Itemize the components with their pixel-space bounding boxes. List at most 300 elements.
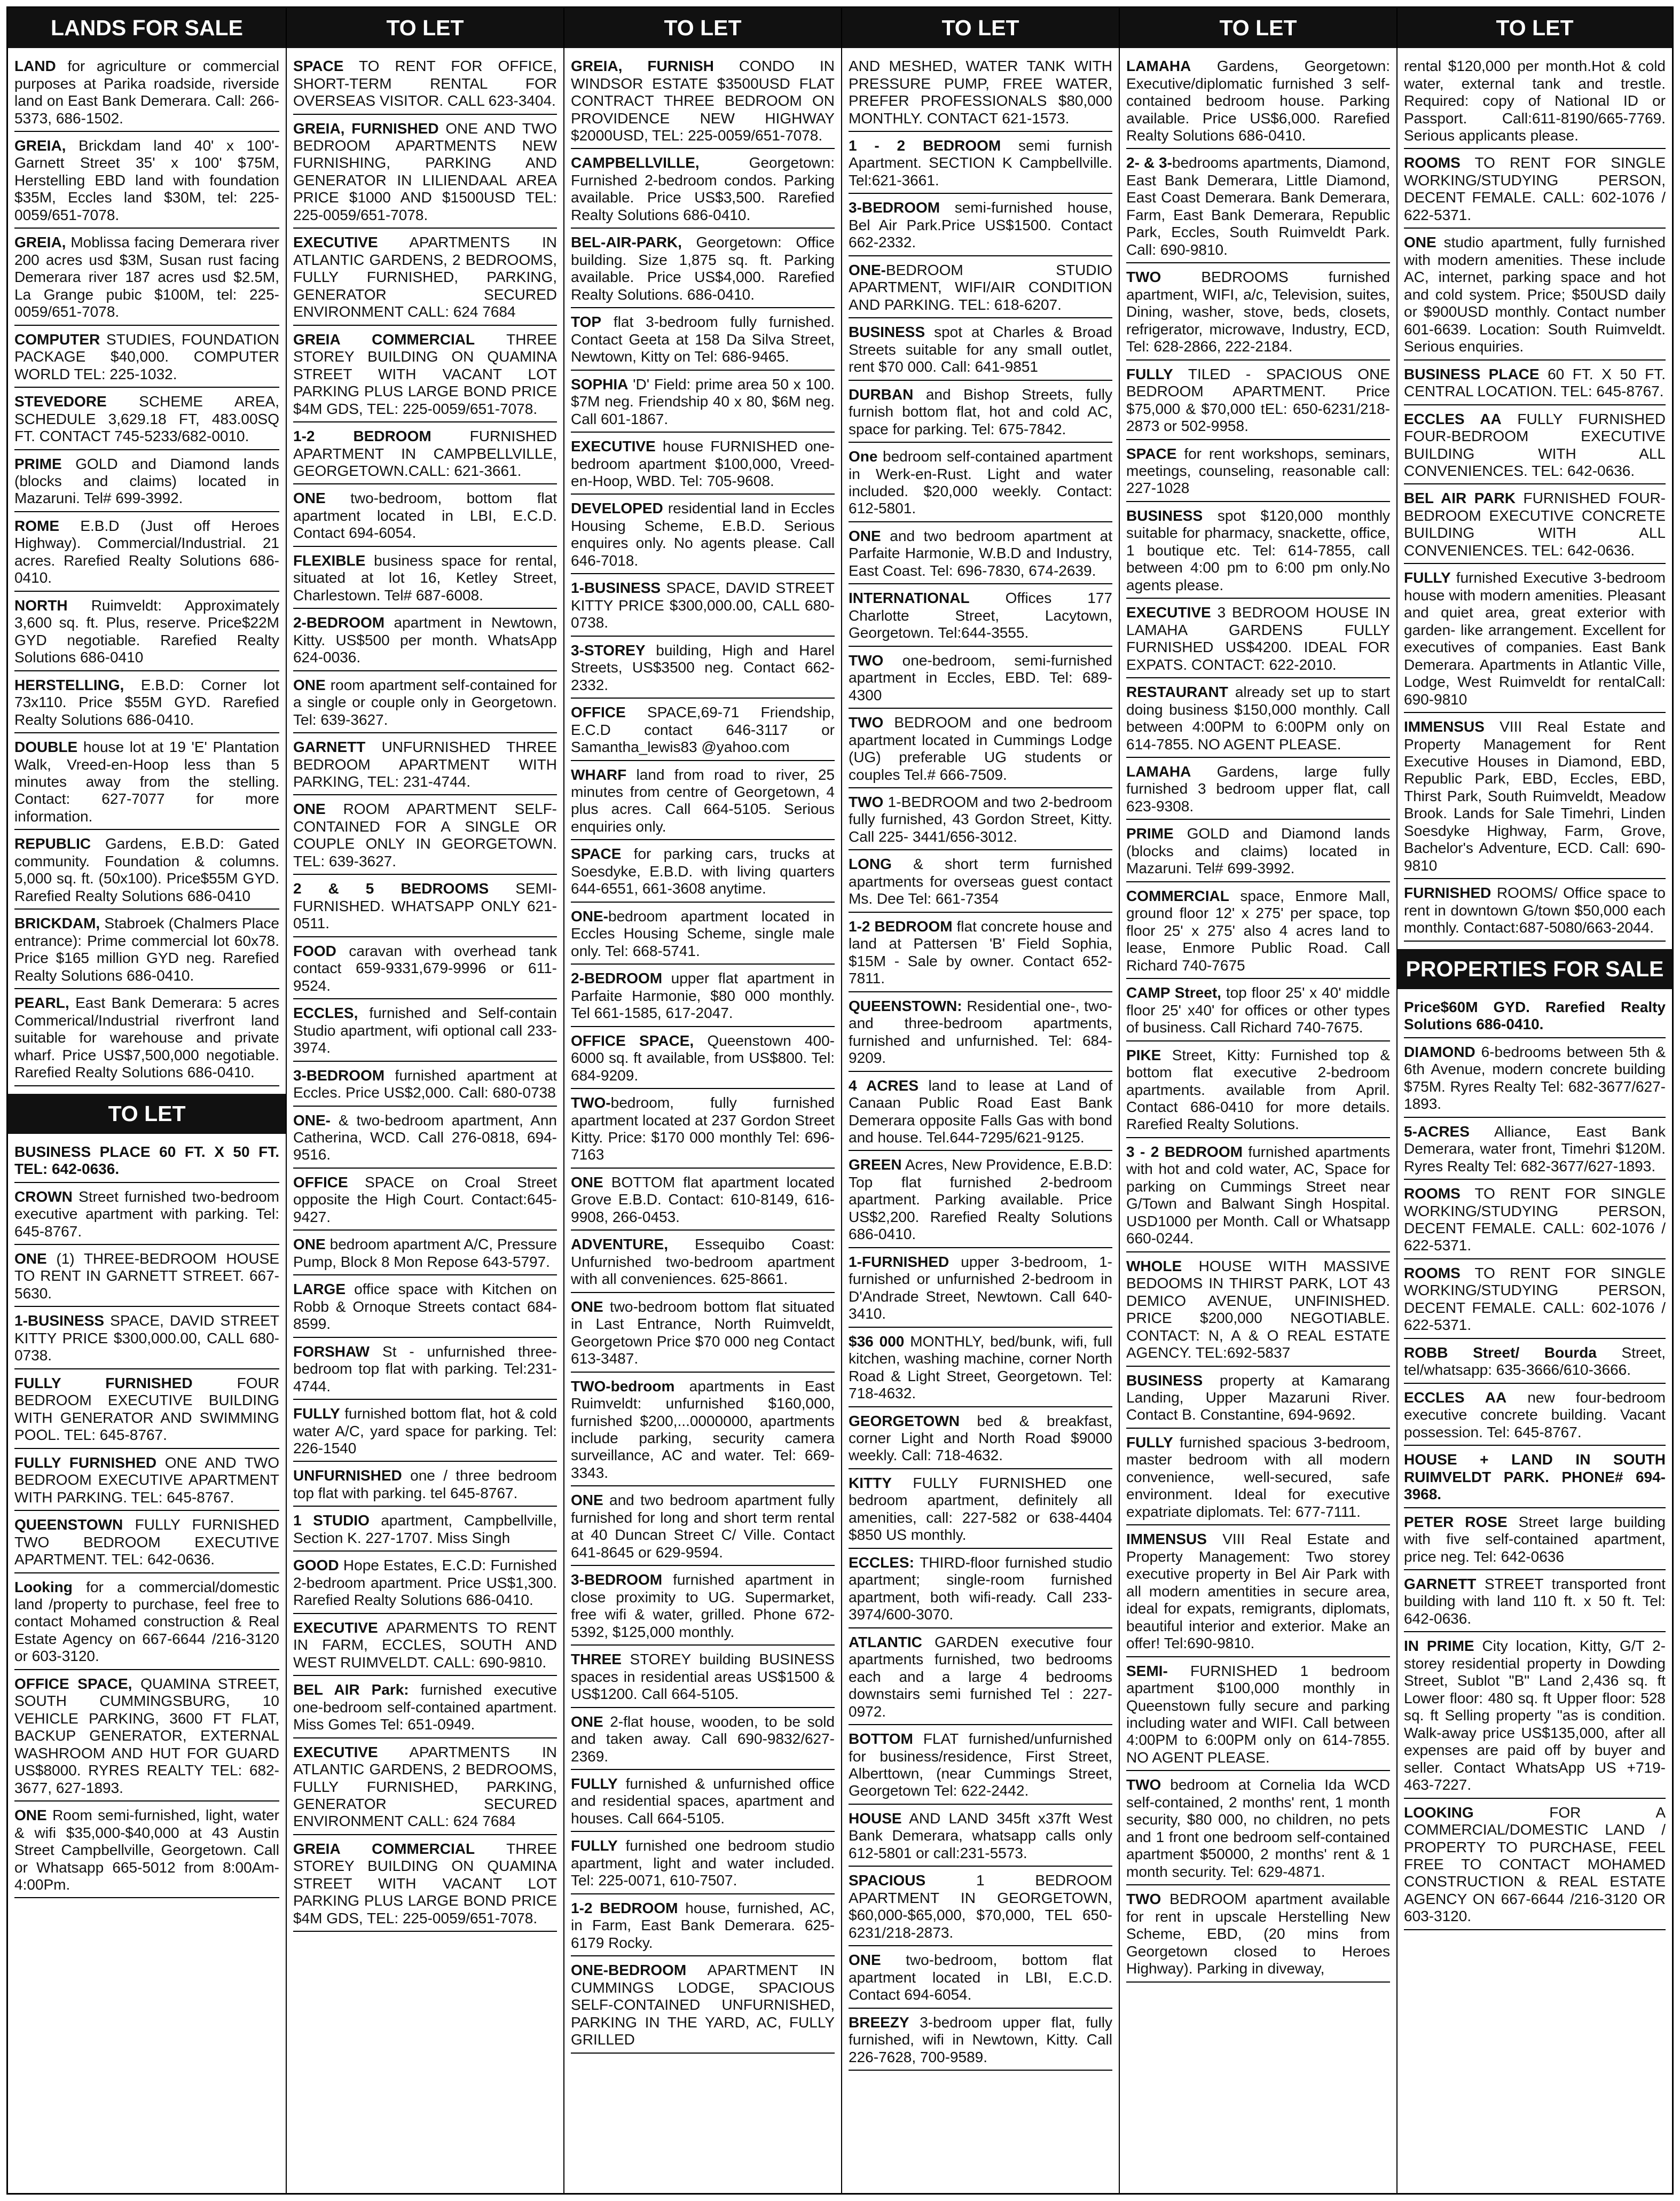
ad-lead: ROOMS	[1404, 1185, 1461, 1202]
ad-text: office space with Kitchen on Robb & Ornoque Streets contact 684-8599.	[293, 1281, 557, 1333]
classified-ad	[571, 1711, 835, 1770]
ad-text: TO RENT FOR SINGLE WORKING/STUDYING PERSON, DECENT FEMALE. CALL: 602-1076 / 622-5371.	[1404, 154, 1666, 223]
ad-text: GOLD and Diamond lands (blocks and claims) located in Mazaruni. Tel# 699-3992.	[14, 455, 279, 507]
classified-ad	[293, 1617, 557, 1676]
ad-text: APARTMENTS IN ATLANTIC GARDENS, 2 BEDROOMS, FULLY FURNISHED, PARKING, GENERATOR SECURED ENVIRONMENT CALL: 624 7684	[293, 234, 557, 320]
classified-ad	[293, 329, 557, 422]
ad-text: Street, tel/whatsapp: 635-3666/610-3666.	[1404, 1344, 1666, 1378]
ad-lead: SPACE	[293, 58, 344, 75]
ad-lead: $36 000	[849, 1333, 905, 1350]
classified-ad	[14, 232, 279, 325]
classified-ad	[571, 1172, 835, 1231]
ad-text: SPACE, DAVID STREET KITTY PRICE $300,000.00, CALL 680-0738.	[571, 579, 835, 631]
ad-lead: STEVEDORE	[14, 393, 107, 410]
classified-ad	[571, 1234, 835, 1293]
classified-ad	[571, 311, 835, 370]
classified-ad	[1126, 1256, 1390, 1367]
ad-text: apartment in Newtown, Kitty. US$500 per month. WhatsApp 624-0036.	[293, 614, 557, 666]
ad-lead: 1-2 BEDROOM	[293, 428, 431, 445]
classified-ad	[14, 1141, 279, 1183]
ad-text: for parking cars, trucks at Soesdyke, E.B.D. with living quarters 644-6551, 661-3608 anytime.	[571, 845, 835, 897]
ad-lead: SPACE	[1126, 445, 1177, 462]
ad-lead: ONE-	[571, 907, 608, 925]
ad-text: FLAT furnished/unfurnished for business/residence, First Street, Alberttown, (near Cummings Street, Georgetown Tel: 622-2442.	[849, 1730, 1112, 1799]
ad-text: bedroom apartment A/C, Pressure Pump, Block 8 Mon Repose 643-5797.	[293, 1236, 557, 1270]
ad-text: FULLY FURNISHED FOUR-BEDROOM EXECUTIVE BUILDING WITH ALL CONVENIENCES. TEL: 642-0636.	[1404, 410, 1666, 479]
ad-text: furnished and Self-contain Studio apartment, wifi optional call 233-3974.	[293, 1005, 557, 1056]
ad-text: BEDROOM STUDIO APARTMENT, WIFI/AIR CONDITION AND PARKING. TEL: 618-6207.	[849, 261, 1112, 313]
classified-ad	[1404, 1263, 1666, 1339]
classified-ad	[571, 1030, 835, 1089]
ad-lead: 3-BEDROOM	[571, 1571, 663, 1588]
ad-text: Essequibo Coast: Unfurnished two-bedroom apartment with all conveniences. 625-8661.	[571, 1236, 835, 1288]
classified-ad	[571, 1773, 835, 1832]
ad-lead: HOUSE	[849, 1810, 902, 1827]
ad-lead: FLEXIBLE	[293, 552, 366, 569]
classified-ad	[571, 1898, 835, 1956]
classified-ad	[571, 764, 835, 841]
ad-lead: ONE	[293, 801, 326, 818]
classified-ad	[849, 853, 1112, 912]
ad-text: furnished executive one-bedroom self-contained apartment. Miss Gomes Tel: 651-0949.	[293, 1681, 557, 1733]
classified-ad	[1404, 567, 1666, 713]
classified-ad	[293, 612, 557, 671]
ad-text: for rent workshops, seminars, meetings, counseling, reasonable call: 227-1028	[1126, 445, 1390, 497]
classified-ad	[849, 135, 1112, 194]
ad-text: Alliance, East Bank Demerara, water front, Timehri $120M. Ryres Realty Tel: 682-3677/627-1893.	[1404, 1123, 1666, 1174]
classified-ad	[293, 1838, 557, 1932]
ad-lead: ONE	[293, 490, 326, 507]
classified-ad	[849, 526, 1112, 584]
ad-text: bedroom at Cornelia Ida WCD self-contained, 2 months' rent, 1 month security, $80 000, no children, no pets and 1 front one bedroom self-contained apartment $50000, 2 months' rent & 1 month security. Tel: 629-4871.	[1126, 1776, 1390, 1880]
ad-text: Street, Kitty: Furnished top & bottom flat executive 2-bedroom apartments. available from April. Contact 686-0410 for more details. Rarefied Realty Solutions.	[1126, 1046, 1390, 1133]
ad-text: THIRD-floor furnished studio apartment; single-room furnished apartment, both wifi-ready. Call 233-3974/600-3070.	[849, 1554, 1112, 1623]
ad-text: new four-bedroom executive concrete building. Vacant possession. Tel: 645-8767.	[1404, 1389, 1666, 1440]
ad-lead: RESTAURANT	[1126, 684, 1228, 701]
ad-text: Ruimveldt: Approximately 3,600 sq. ft. Plus, reserve. Price$22M GYD negotiable. Rarefied Realty Solutions 686-0410	[14, 597, 279, 666]
ad-lead: ROOMS	[1404, 154, 1461, 171]
ad-text: Street large building with five self-contained apartment, price neg. Tel: 642-0636	[1404, 1513, 1666, 1565]
section-header: TO LET	[842, 8, 1119, 48]
classified-ad	[14, 737, 279, 830]
section-header: TO LET	[564, 8, 841, 48]
ad-text: & short term furnished apartments for overseas guest contact Ms. Dee Tel: 661-7354	[849, 856, 1112, 907]
classified-ad	[1126, 982, 1390, 1041]
classified-ad	[1404, 409, 1666, 485]
ad-text: land to lease at Land of Canaan Public Road East Bank Demerara opposite Falls Gas with bond and house. Tel.644-7295/621-9125.	[849, 1077, 1112, 1146]
ad-lead: Price$60M GYD. Rarefied Realty Solutions 686-0410.	[1404, 998, 1666, 1033]
classified-ad	[849, 1870, 1112, 1946]
ad-lead: BOTTOM	[849, 1730, 913, 1748]
ad-text: FURNISHED FOUR-BEDROOM EXECUTIVE CONCRETE BUILDING WITH ALL CONVENIENCES. TEL: 642-0636.	[1404, 490, 1666, 559]
classified-ad	[1126, 682, 1390, 758]
ad-text: apartments in East Ruimveldt: unfurnished $160,000, furnished $200,...0000000, apartments include parking, security camera surveillance, AC and water. Tel: 669-3343.	[571, 1377, 835, 1481]
ad-lead: KITTY	[849, 1474, 892, 1491]
ad-lead: ATLANTIC	[849, 1633, 922, 1650]
ad-lead: BUSINESS PLACE 60 FT. X 50 FT. TEL: 642-0636.	[14, 1143, 279, 1178]
section-header: TO LET	[8, 1094, 286, 1134]
ad-text: 3 BEDROOM HOUSE IN LAMAHA GARDENS FULLY FURNISHED US$4200. IDEAL FOR EXPATS. CONTACT: 622-2010.	[1126, 604, 1390, 673]
ad-text: apartment, Campbellville, Section K. 227-1707. Miss Singh	[293, 1512, 557, 1546]
ad-text: MONTHLY, bed/bunk, wifi, full kitchen, washing machine, corner North Road & Light Street, Georgetown. Tel: 718-4632.	[849, 1333, 1112, 1402]
ad-text: for agriculture or commercial purposes at Parika roadside, riverside land on East Bank Demerara. Call: 266-5373, 686-1502.	[14, 58, 279, 127]
classified-ad	[571, 1490, 835, 1566]
ad-lead: TWO-	[571, 1094, 611, 1111]
classified-ad	[1404, 1449, 1666, 1508]
ad-lead: FOOD	[293, 942, 336, 959]
ad-text: & two-bedroom apartment, Ann Catherina, WCD. Call 276-0818, 694-9516.	[293, 1111, 557, 1163]
ad-text: room apartment self-contained for a single or couple only in Georgetown. Tel: 639-3627.	[293, 676, 557, 728]
ad-text: furnished apartment in close proximity to UG. Supermarket, free wifi & water, grilled. Phone 672-5392, $125,000 monthly.	[571, 1571, 835, 1640]
ad-text: SCHEME AREA, SCHEDULE 3,629.18 FT, 483.00SQ FT. CONTACT 745-5233/682-0010.	[14, 393, 279, 445]
ad-lead: EXECUTIVE	[293, 1619, 378, 1636]
ad-lead: TWO	[849, 714, 884, 731]
ad-lead: LAMAHA	[1126, 58, 1191, 75]
ad-lead: GREIA,	[14, 234, 66, 251]
ad-lead: SPACIOUS	[849, 1872, 926, 1889]
classified-ad	[293, 1510, 557, 1552]
classified-ad	[571, 1835, 835, 1894]
classified-ad	[849, 260, 1112, 318]
ad-lead: GARNETT	[293, 739, 366, 756]
ad-lead: ECCLES AA	[1404, 410, 1502, 427]
ad-lead: TWO	[849, 652, 884, 669]
ad-text: semi-furnished house, Bel Air Park.Price US$1500. Contact 662-2332.	[849, 199, 1112, 251]
ad-lead: ONE-	[849, 261, 886, 278]
classified-ad	[1404, 1121, 1666, 1180]
classified-ad	[849, 588, 1112, 646]
classified-ad	[849, 384, 1112, 443]
ad-text: Offices 177 Charlotte Street, Lacytown, Georgetown. Tel:644-3555.	[849, 590, 1112, 641]
classified-ad	[849, 2012, 1112, 2071]
ad-text: BEDROOMS furnished apartment, WIFI, a/c, Television, suites, Dining, washer, stove, beds, closets, refrigerator, microwave, Industry, ECD, Tel: 628-2866, 222-2184.	[1126, 269, 1390, 355]
classified-ad	[849, 1472, 1112, 1549]
classified-ad	[1404, 1802, 1666, 1930]
classified-ad	[849, 197, 1112, 256]
ad-text: TO RENT FOR OFFICE, SHORT-TERM RENTAL FOR OVERSEAS VISITOR. CALL 623-3404.	[293, 58, 557, 109]
ad-lead: CAMPBELLVILLE,	[571, 154, 700, 171]
ad-lead: GEORGETOWN	[849, 1412, 960, 1429]
ad-text: STOREY building BUSINESS spaces in residential areas US$1500 & US$1200. Call 664-5105.	[571, 1651, 835, 1703]
ad-lead: COMMERCIAL	[1126, 887, 1229, 904]
classified-ad	[849, 1331, 1112, 1407]
ad-text: FOR A COMMERCIAL/DOMESTIC LAND / PROPERTY TO PURCHASE, FEEL FREE TO CONTACT MOHAMED CONSTRUCTION & REAL ESTATE AGENCY ON 667-6644 /216-3120 OR 603-3120.	[1404, 1804, 1666, 1925]
ad-lead: FULLY	[293, 1405, 340, 1422]
classified-ad	[293, 1465, 557, 1507]
classified-ad	[571, 1376, 835, 1487]
classified-ad	[293, 1679, 557, 1738]
classified-ad	[293, 941, 557, 999]
classified-ad	[14, 56, 279, 132]
ad-lead: ADVENTURE,	[571, 1236, 669, 1253]
ad-lead: WHOLE	[1126, 1257, 1182, 1274]
ad-text: TILED - SPACIOUS ONE BEDROOM APARTMENT. Price $75,000 & $70,000 tEL: 650-6231/218-2873 or 502-9958.	[1126, 365, 1390, 435]
ad-lead: FULLY	[1126, 1434, 1173, 1451]
ad-text: caravan with overhead tank contact 659-9331,679-9996 or 611-9524.	[293, 942, 557, 994]
ad-lead: OFFICE	[571, 704, 626, 721]
ad-text: FURNISHED APARTMENT IN CAMPBELLVILLE, GEORGETOWN.CALL: 621-3661.	[293, 428, 557, 479]
ad-lead: REPUBLIC	[14, 835, 91, 852]
classified-ad	[1126, 761, 1390, 820]
classified-ad	[14, 992, 279, 1086]
classified-ad	[571, 152, 835, 229]
ad-text: BEDROOM apartment available for rent in upscale Herstelling New Scheme, EBD, (20 mins from Georgetown closed to Heroes Highway). Parking in diveway,	[1126, 1891, 1390, 1977]
ad-lead: NORTH	[14, 597, 68, 614]
ad-text: SPACE,69-71 Friendship, E.C.D contact 646-3117 or Samantha_lewis83 @yahoo.com	[571, 704, 835, 756]
ad-lead: BUSINESS	[849, 324, 925, 341]
ad-lead: LAMAHA	[1126, 763, 1191, 780]
ad-text: FOUR BEDROOM EXECUTIVE BUILDING WITH GENERATOR AND SWIMMING POOL. TEL: 645-8767.	[14, 1374, 280, 1444]
classified-ad	[293, 426, 557, 484]
ad-lead: HOUSE + LAND IN SOUTH RUIMVELDT PARK. PHONE# 694-3968.	[1404, 1451, 1666, 1503]
ad-text: TO RENT FOR SINGLE WORKING/STUDYING PERSON, DECENT FEMALE. CALL: 602-1076 / 622-5371.	[1404, 1185, 1666, 1254]
ad-text: ONE AND TWO BEDROOM EXECUTIVE APARTMENT WITH PARKING. TEL: 645-8767.	[14, 1454, 280, 1506]
classified-ad	[849, 712, 1112, 788]
classified-ad	[849, 916, 1112, 992]
ad-text: 1-BEDROOM and two 2-bedroom fully furnished, 43 Gordon Street, Kitty. Call 225- 3441/656-3012.	[849, 794, 1112, 845]
ad-text: furnished apartment at Eccles. Price US$2,000. Call: 680-0738	[293, 1067, 557, 1101]
classified-ad	[1404, 364, 1666, 405]
classified-ad	[1126, 1141, 1390, 1252]
section-header: TO LET	[287, 8, 563, 48]
classified-ad	[571, 436, 835, 495]
ad-lead: BEL AIR PARK	[1404, 490, 1516, 507]
ad-lead: FULLY	[571, 1775, 618, 1792]
classified-ad	[1404, 56, 1666, 149]
ad-text: upper 3-bedroom, 1-furnished or unfurnished 2-bedroom in D'Andrade Street, Newtown. Call 640-3410.	[849, 1253, 1112, 1322]
ad-text: GARDEN executive four apartments furnished, two bedrooms each and a large 4 bedrooms downstairs semi furnished Tel : 227-0972.	[849, 1633, 1112, 1720]
section-header: TO LET	[1120, 8, 1396, 48]
ad-lead: OFFICE SPACE,	[14, 1675, 132, 1692]
ad-lead: 1 STUDIO	[293, 1512, 370, 1529]
ad-lead: ECCLES AA	[1404, 1389, 1507, 1406]
classified-ad	[1404, 997, 1666, 1038]
classified-ad	[1126, 1432, 1390, 1525]
ad-text: 1 BEDROOM APARTMENT IN GEORGETOWN, $60,000-$65,000, $70,000, TEL 650-6231/218-2873.	[849, 1872, 1112, 1941]
classified-ad	[571, 1092, 835, 1169]
classified-ad	[1126, 886, 1390, 979]
ad-text: Georgetown: Furnished 2-bedroom condos. Parking available. Price US$3,500. Rarefied Realty Solutions 686-0410.	[571, 154, 835, 223]
ad-lead: ONE	[571, 1298, 603, 1315]
classified-ad	[293, 1002, 557, 1061]
ad-text: Queenstown 400-6000 sq. ft available, from US$800. Tel: 684-9209.	[571, 1032, 835, 1084]
ad-lead: GREEN	[849, 1156, 902, 1173]
ad-lead: BEL-AIR-PARK,	[571, 234, 682, 251]
ad-lead: FULLY FURNISHED	[14, 1374, 193, 1391]
ad-lead: EXECUTIVE	[1126, 604, 1211, 621]
classified-ad	[14, 1452, 279, 1511]
ad-lead: 3-STOREY	[571, 641, 646, 659]
ad-lead: INTERNATIONAL	[849, 590, 970, 607]
classified-ad	[1126, 823, 1390, 882]
ad-lead: OFFICE	[293, 1173, 348, 1190]
ad-text: space, Enmore Mall, ground floor 12' x 275' per space, top floor 25' x 275' also 4 acres land to lease, Enmore Public Road. Call Richard 740-7675	[1126, 887, 1390, 974]
ad-lead: GREIA, FURNISH	[571, 58, 714, 75]
ad-lead: BREEZY	[849, 2014, 909, 2031]
ad-lead: Looking	[14, 1578, 73, 1595]
ad-text: house, furnished, AC, in Farm, East Bank Demerara. 625-6179 Rocky.	[571, 1899, 835, 1951]
ad-text: AND MESHED, WATER TANK WITH PRESSURE PUMP, FREE WATER, PREFER PROFESSIONALS $80,000 MONTHLY. CONTACT 621-1573.	[849, 58, 1112, 127]
ad-lead: IMMENSUS	[1404, 718, 1485, 735]
ad-text: business space for rental, situated at lot 16, Ketley Street, Charlestown. Tel# 687-6008.	[293, 552, 557, 604]
ad-text: bedrooms apartments, Diamond, East Bank Demerara, Little Diamond, East Coast Demerara. Bank Demerara, Farm, East Bank Demerara, Republic Park, Eccles, South Ruimveldt Park. Call: 690-9810.	[1126, 154, 1391, 258]
ad-lead: GREIA, FURNISHED	[293, 120, 439, 137]
ad-text: Residential one-, two- and three-bedroom apartments, furnished and unfurnished. Tel: 684-9209.	[849, 997, 1112, 1067]
ad-lead: TWO	[849, 794, 884, 811]
ad-lead: EXECUTIVE	[571, 438, 656, 455]
ad-lead: 4 ACRES	[849, 1077, 919, 1094]
ad-lead: SEMI-	[1126, 1662, 1168, 1679]
classified-ad	[571, 56, 835, 149]
classified-ad	[571, 968, 835, 1027]
column-2	[286, 8, 563, 2193]
classified-ad	[1404, 1573, 1666, 1632]
classified-ad	[14, 1310, 279, 1369]
ad-lead: ONE	[849, 527, 881, 544]
classified-ad	[1126, 1529, 1390, 1657]
classified-ad	[1404, 1041, 1666, 1118]
classified-ad	[1404, 882, 1666, 941]
ad-text: furnished spacious 3-bedroom, master bedroom with all modern convenience, well-secured, safe environment. Ideal for executive expatriate diplomats. Tel: 677-7111.	[1126, 1434, 1390, 1520]
ad-lead: FURNISHED	[1404, 884, 1491, 902]
ad-text: house lot at 19 'E' Plantation Walk, Vreed-en-Hoop less than 5 minutes away from the stelling. Contact: 627-7077 for more information.	[14, 739, 279, 825]
ad-text: APARMENTS TO RENT IN FARM, ECCLES, SOUTH AND WEST RUIMVELDT. CALL: 690-9810.	[293, 1619, 557, 1671]
ad-text: (1) THREE-BEDROOM HOUSE TO RENT IN GARNETT STREET. 667-5630.	[14, 1250, 279, 1302]
ad-text: Gardens, E.B.D: Gated community. Foundation & columns. 5,000 sq. ft. (50x100). Price$55M GYD. Rarefied Realty Solutions 686-0410	[14, 835, 279, 904]
ad-lead: GREIA,	[14, 137, 66, 154]
classified-ad	[571, 702, 835, 761]
ad-text: residential land in Eccles Housing Scheme, E.B.D. Serious enquires only. No agents please. Call 646-7018.	[571, 500, 835, 569]
classified-ad	[849, 1632, 1112, 1725]
ad-text: Stabroek (Chalmers Place entrance): Prime commercial lot 60x78. Price $165 million GYD neg. Rarefied Realty Solutions 686-0410.	[14, 915, 279, 984]
ad-lead: 3-BEDROOM	[849, 199, 940, 216]
ad-lead: ONE-BEDROOM	[571, 1962, 687, 1979]
classified-ad	[849, 322, 1112, 380]
classified-ad	[1126, 1370, 1390, 1429]
classified-ad	[571, 906, 835, 965]
ad-text: furnished & unfurnished office and residential spaces, apartment and houses. Call 664-5105.	[571, 1775, 835, 1827]
ad-lead: 1-2 BEDROOM	[849, 918, 953, 935]
classified-ad	[293, 1110, 557, 1169]
classified-ad	[14, 595, 279, 671]
classified-ad	[1404, 232, 1666, 360]
ad-lead: PIKE	[1126, 1046, 1161, 1063]
ad-lead: THREE	[571, 1651, 622, 1668]
ad-lead: BUSINESS	[1126, 507, 1203, 524]
ad-lead: 5-ACRES	[1404, 1123, 1470, 1140]
ad-text: VIII Real Estate and Property Management: Two storey executive property in Bel Air Park with all modern amentities in secure area, ideal for expats, remigrants, diplomats, beautiful interior and exterior. Make an offer! Tel:690-9810.	[1126, 1531, 1390, 1652]
ad-text: for a commercial/domestic land /property to purchase, feel free to contact Mohamed construction & Real Estate Agency on 667-6644 /216-3120 or 603-3120.	[14, 1578, 279, 1665]
ad-text: THREE STOREY BUILDING ON QUAMINA STREET WITH VACANT LOT PARKING PLUS LARGE BOND PRICE $4M GDS, TEL: 225-0059/651-7078.	[293, 331, 557, 417]
classified-ad	[1404, 1342, 1666, 1384]
ad-text: TO RENT FOR SINGLE WORKING/STUDYING PERSON, DECENT FEMALE. CALL: 602-1076 / 622-5371.	[1404, 1264, 1666, 1334]
ad-lead: DIAMOND	[1404, 1043, 1475, 1060]
classified-ad	[293, 232, 557, 325]
ad-text: bedroom self-contained apartment in Werk-en-Rust. Light and water included. $20,000 weekly. Contact: 612-5801.	[849, 448, 1112, 517]
ad-text: 2-flat house, wooden, to be sold and taken away. Call 690-9832/627-2369.	[571, 1713, 835, 1765]
ad-text: upper flat apartment in Parfaite Harmonie, $80 000 monthly. Tel 661-1585, 617-2047.	[571, 970, 835, 1022]
column-4	[841, 8, 1119, 2193]
ad-text: bed & breakfast, corner Light and North Road $9000 weekly. Call: 718-4632.	[849, 1412, 1112, 1464]
ad-lead: LAND	[14, 58, 56, 75]
ad-text: FURNISHED 1 bedroom apartment $100,000 monthly in Queenstown fully secure and parking including water and WIFI. Call between 4:00PM to 6:00PM only on 614-7855. NO AGENT PLEASE.	[1126, 1662, 1390, 1766]
ad-lead: FULLY	[571, 1837, 618, 1854]
classified-ad	[1126, 1889, 1390, 1982]
ad-text: CONDO IN WINDSOR ESTATE $3500USD FLAT CONTRACT THREE BEDROOM ON PROVIDENCE NEW HIGHWAY $2000USD, TEL: 225-0059/651-7078.	[571, 58, 835, 144]
classified-ad	[293, 878, 557, 937]
ad-lead: 1 - 2 BEDROOM	[849, 137, 1001, 154]
classified-ad	[571, 232, 835, 308]
ad-text: SPACE on Croal Street opposite the High Court. Contact:645-9427.	[293, 1173, 557, 1225]
ad-lead: 2-BEDROOM	[571, 970, 663, 987]
ad-text: East Bank Demerara: 5 acres Commerical/Industrial riverfront land suitable for warehouse and private wharf. Price US$7,500,000 negotiable. Rarefied Realty Solutions 686-0410.	[14, 994, 279, 1081]
ad-lead: ROBB Street/ Bourda	[1404, 1344, 1597, 1361]
classified-ad	[571, 1960, 835, 2053]
classified-ad	[14, 391, 279, 450]
column-3	[563, 8, 841, 2193]
classified-ad	[1126, 152, 1390, 263]
classified-ad	[14, 515, 279, 592]
classified-ad	[293, 1403, 557, 1462]
ad-lead: FORSHAW	[293, 1343, 370, 1360]
ad-lead: ECCLES:	[849, 1554, 914, 1571]
ad-text: two-bedroom bottom flat situated in Last Entrance, North Ruimveldt, Georgetown Price $70 000 neg Contact 613-3487.	[571, 1298, 835, 1367]
ad-lead: QUEENSTOWN	[14, 1516, 123, 1533]
ad-lead: COMPUTER	[14, 331, 100, 348]
classified-ad	[1404, 1635, 1666, 1798]
classified-ad	[293, 1234, 557, 1275]
ad-text: and two bedroom apartment fully furnished for long and short term rental at 40 Duncan Street C/ Ville. Contact 641-8645 or 629-9594.	[571, 1492, 835, 1561]
ad-lead: TWO-bedroom	[571, 1377, 675, 1395]
ad-lead: GOOD	[293, 1557, 339, 1574]
ad-text: 6-bedrooms between 5th & 6th Avenue, modern concrete building $75M. Ryres Realty Tel: 682-3677/627-1893.	[1404, 1043, 1666, 1113]
classified-ad	[1404, 1387, 1666, 1446]
ad-text: Room semi-furnished, light, water & wifi $35,000-$40,000 at 43 Austin Street Campbellville, Georgetown. Call or Whatsapp 665-5012 from 8:00Am-4:00Pm.	[14, 1807, 279, 1893]
classified-ad	[1404, 488, 1666, 564]
ad-lead: TWO	[1126, 1776, 1161, 1793]
ad-text: City location, Kitty, G/T 2-storey residential property in Dowding Street, Sublot "B" Land 2,436 sq. ft Lower floor: 480 sq. ft Upper floor: 528 sq. ft Selling property "as is condition. Walk-away price US$135,000, after all expenses are paid off by buyer and seller. Contact WhatsApp US +719-463-7227.	[1404, 1638, 1666, 1793]
ad-lead: ROME	[14, 517, 59, 534]
ad-lead: DURBAN	[849, 386, 914, 403]
classified-ad	[1126, 443, 1390, 502]
ad-text: furnished apartments with hot and cold water, AC, Space for parking on Cummings Street near G/Town and Balwant Singh Hospital. USD1000 per Month. Call or Whatsapp 660-0244.	[1126, 1143, 1390, 1247]
classified-ad	[293, 488, 557, 546]
classified-ad	[14, 1248, 279, 1307]
ad-lead: ONE	[1404, 234, 1436, 251]
ad-lead: 1-BUSINESS	[14, 1312, 105, 1329]
ad-lead: CROWN	[14, 1188, 73, 1205]
classified-ad	[571, 1649, 835, 1707]
ad-lead: FULLY	[1126, 365, 1173, 382]
classified-ad	[571, 374, 835, 433]
ad-lead: IMMENSUS	[1126, 1531, 1207, 1548]
classified-ad	[293, 1341, 557, 1400]
classified-ad	[14, 1577, 279, 1670]
classified-ad	[1404, 1511, 1666, 1570]
classified-ad	[293, 737, 557, 795]
ad-text: Brickdam land 40' x 100'-Garnett Street 35' x 100' $75M, Herstelling EBD land with foundation $35M, Eccles land $30M, tel: 225-0059/651-7078.	[14, 137, 279, 223]
ad-text: STUDIES, FOUNDATION PACKAGE $40,000. COMPUTER WORLD TEL: 225-1032.	[14, 331, 279, 382]
classified-ad	[571, 498, 835, 574]
ad-text: 60 FT. X 50 FT. CENTRAL LOCATION. TEL: 645-8767.	[1404, 365, 1666, 400]
classified-ad	[849, 650, 1112, 709]
ad-lead: BUSINESS PLACE	[1404, 365, 1540, 382]
ad-lead: DEVELOPED	[571, 500, 663, 517]
classified-ad	[293, 118, 557, 229]
classified-ad	[1404, 716, 1666, 879]
classified-ad	[293, 1065, 557, 1107]
ad-lead: ONE	[293, 676, 326, 693]
